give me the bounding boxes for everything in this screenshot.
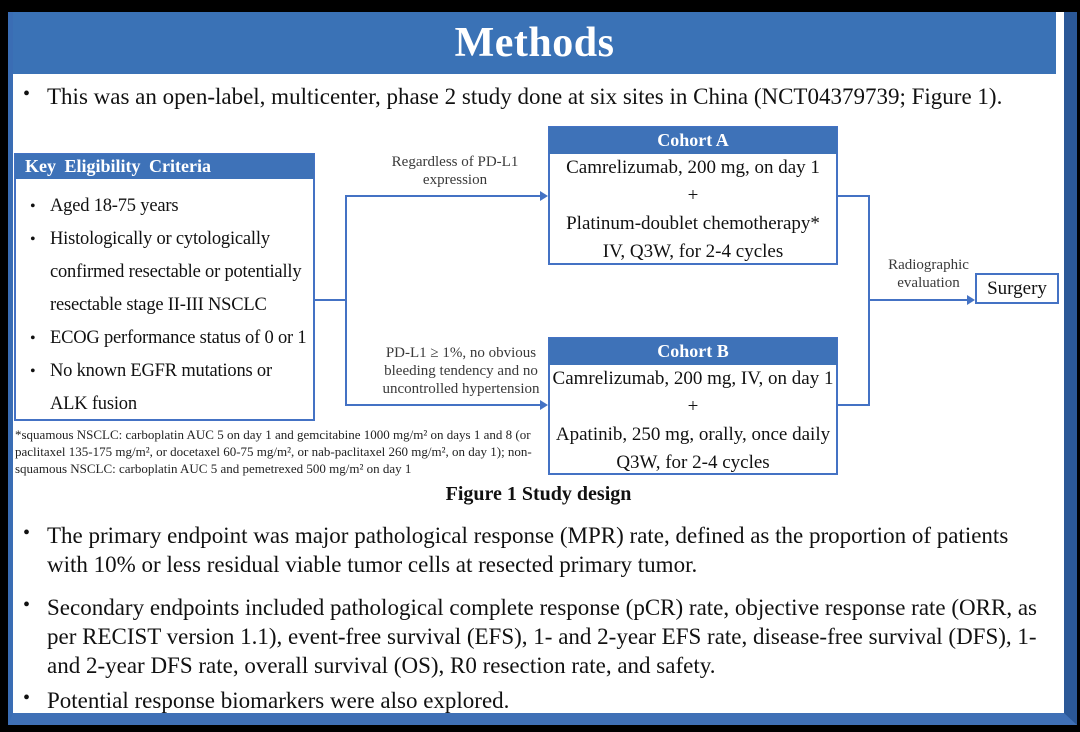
connector-line (345, 195, 347, 406)
connector-line (838, 195, 869, 197)
primary-endpoint-bullet (21, 521, 1037, 579)
eligibility-item: • ECOG performance status of 0 or 1 (16, 322, 313, 355)
branch-label-bottom: PD-L1 ≥ 1%, no obvious bleeding tendency and no uncontrolled hypertension (382, 345, 540, 397)
cohort-a-line: + (687, 185, 699, 206)
eligibility-item: • Aged 18-75 years (16, 190, 313, 223)
page-title: Methods (454, 20, 615, 66)
eligibility-header: Key Eligibility Criteria (15, 154, 314, 179)
cohort-a-box (548, 126, 838, 265)
bullet-marker: • (23, 522, 31, 544)
radiographic-evaluation-label: Radiographic evaluation (888, 257, 969, 291)
surgery-box (975, 273, 1059, 304)
connector-line (347, 195, 541, 197)
cohort-b-line: Apatinib, 250 mg, orally, once daily (555, 424, 831, 445)
surgery-label: Surgery (987, 277, 1047, 299)
eligibility-box (14, 153, 315, 421)
cohort-a-line: Platinum-doublet chemotherapy* (566, 213, 820, 234)
cohort-b-header: Cohort B (549, 338, 837, 365)
secondary-endpoint-text: Secondary endpoints included pathological complete response (pCR) rate, objective response rate (ORR, as per RECIST version 1.1), event-free survival (EFS), 1- and 2-year EFS rate, disease-free survival (DFS), 1- and 2-year DFS rate, overall survival (OS), R0 resection rate, and safety. (47, 595, 1037, 678)
secondary-endpoint-bullet (21, 593, 1037, 680)
slide-content (13, 74, 1064, 713)
figure-caption: Figure 1 Study design (445, 483, 632, 505)
branch-label-top: Regardless of PD-L1 expression (391, 154, 519, 188)
cohort-a-line: Camrelizumab, 200 mg, on day 1 (566, 157, 820, 178)
bullet-marker: • (23, 687, 31, 709)
connector-line (347, 404, 541, 406)
cohort-b-line: Q3W, for 2-4 cycles (616, 452, 770, 473)
connector-line (869, 299, 967, 301)
cohort-b-line: Camrelizumab, 200 mg, IV, on day 1 (552, 368, 834, 389)
arrowhead-icon (540, 191, 548, 201)
eligibility-item: • Histologically or cytologically confirmed resectable or potentially resectable stage II-III NSCLC (16, 223, 313, 322)
bullet-marker: • (23, 83, 31, 105)
title-bar (13, 12, 1056, 74)
connector-line (315, 299, 347, 301)
connector-line (838, 404, 869, 406)
primary-endpoint-text: The primary endpoint was major pathological response (MPR) rate, defined as the proportion of patients with 10% or less residual viable tumor cells at resected primary tumor. (47, 523, 1009, 577)
chemo-footnote: *squamous NSCLC: carboplatin AUC 5 on day 1 and gemcitabine 1000 mg/m² on days 1 and 8 (or paclitaxel 135-175 mg/m², or docetaxel 60-75 mg/m², or nab-paclitaxel 260 mg/m², on day 1); non-squamous NSCLC: carboplatin AUC 5 and pemetrexed 500 mg/m² on day 1 (15, 427, 532, 476)
intro-bullet (21, 82, 1037, 111)
biomarkers-bullet (21, 686, 1037, 715)
cohort-a-header: Cohort A (549, 127, 837, 154)
arrowhead-icon (540, 400, 548, 410)
cohort-b-box (548, 337, 838, 475)
eligibility-item: • No known EGFR mutations or ALK fusion (16, 355, 313, 421)
cohort-a-line: IV, Q3W, for 2-4 cycles (602, 241, 784, 262)
biomarkers-text: Potential response biomarkers were also explored. (47, 688, 510, 713)
arrowhead-icon (967, 295, 975, 305)
cohort-b-line: + (687, 396, 699, 417)
intro-bullet-text: This was an open-label, multicenter, phase 2 study done at six sites in China (NCT04379739; Figure 1). (47, 84, 1003, 109)
bullet-marker: • (23, 594, 31, 616)
slide-frame (8, 12, 1077, 725)
eligibility-list (16, 178, 313, 421)
